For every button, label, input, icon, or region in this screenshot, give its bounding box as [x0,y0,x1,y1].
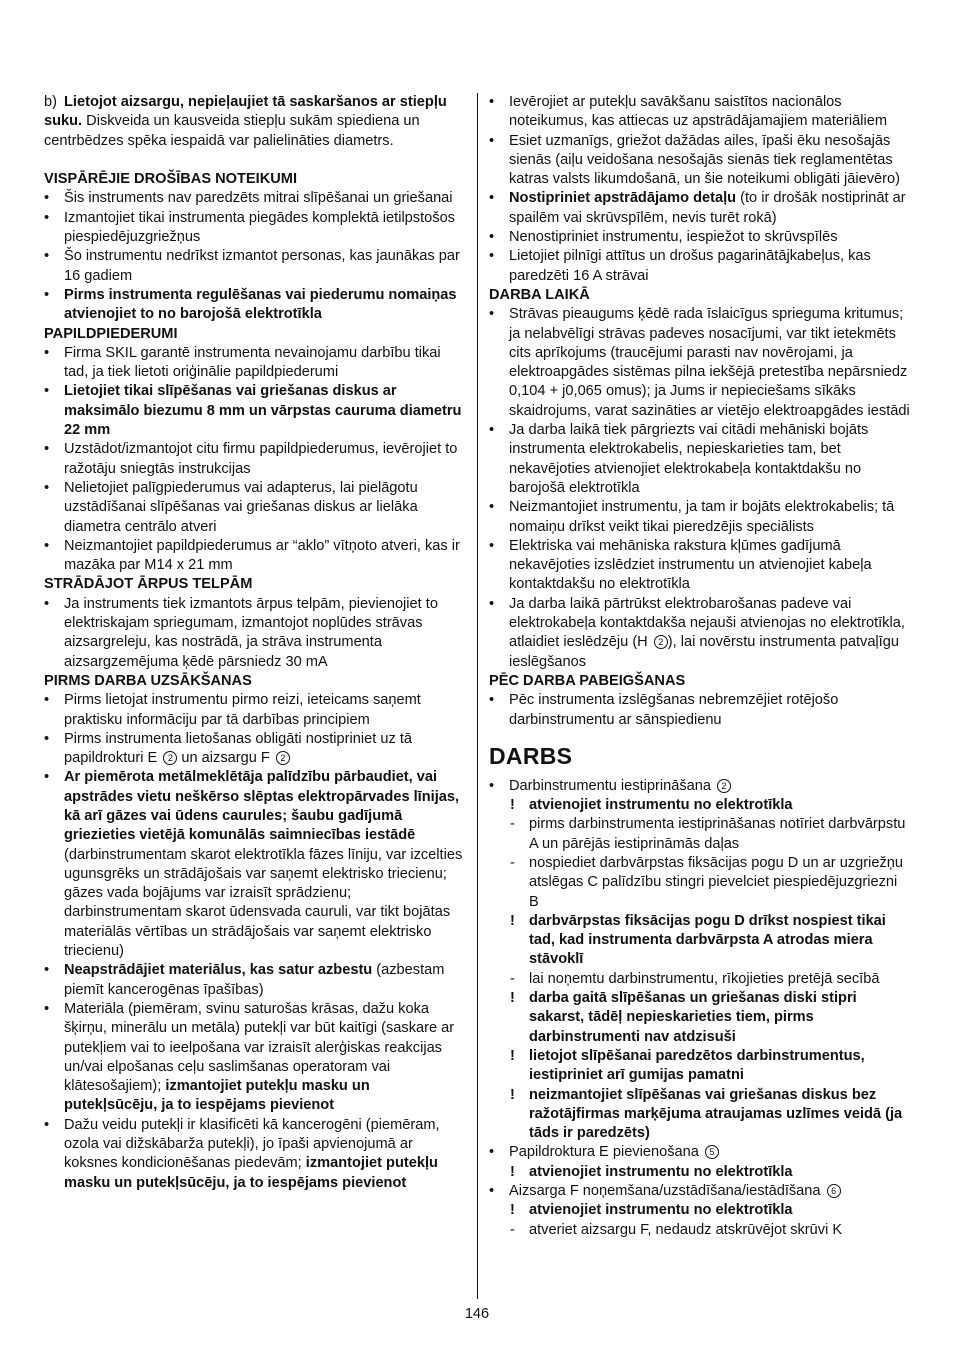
item-text: Aizsarga F noņemšana/uzstādīšana/iestādīšana [509,1183,825,1200]
item-text: (darbinstrumentam skarot elektrotīkla fāzes līniju, var izcelties ugunsgrēks un strādājošais var saņemt elektrisko triecienu; gāzes vada bojājums var izraisīt sprādzienu; darbinstrumentam skarot ūdensvada cauruli, var tikt bojātas materiālās vērtības un strādājošais var saņemt elektrisko triecienu) [64,846,463,960]
intro-text: Diskveida un kausveida stiepļu sukām spiediena un centrbēdzes spēka iespaidā var palielināties diametrs. [44,113,420,149]
bullet: • [489,94,495,110]
intro-paragraph [44,93,466,151]
intro-bold: Lietojot aizsargu, nepieļaujiet tā saskaršanos ar stiepļu suku. [44,94,447,130]
list-item [44,247,466,286]
bullet: • [44,769,50,786]
list-item [489,421,911,498]
list-item [489,1143,911,1162]
list-item [44,595,466,672]
warning-item [489,1163,911,1182]
bullet: • [489,248,495,265]
warning-text: darba gaitā slīpēšanas un griešanas diski stipri sakarst, tādēļ nepieskarieties tiem, pirms darbinstrumenti nav atdzisuši [529,990,857,1045]
list-item [489,595,911,672]
sub-step [489,854,911,912]
item-text: Šis instruments nav paredzēts mitrai slīpēšanai un griešanai [64,190,453,207]
warning-text: darbvārpstas fiksācijas pogu D drīkst nospiest tikai tad, kad instrumenta darbvārpsta A atrodas miera stāvoklī [529,912,886,968]
bullet: • [489,422,495,439]
figure-ref-badge: 5 [705,1145,719,1159]
list-item [44,537,466,576]
bullet: • [44,248,50,265]
list-item [489,1182,911,1201]
list-item [44,961,466,1000]
sub-step-text: atveriet aizsargu F, nedaudz atskrūvējot skrūvi K [529,1221,843,1238]
list-item [44,768,466,961]
warning-text: atvienojiet instrumentu no elektrotīkla [529,797,793,814]
heading-during-work: DARBA LAIKĀ [489,286,590,303]
bullet: • [489,777,495,794]
page-number: 146 [464,1306,490,1322]
warning-mark: ! [510,1086,515,1103]
list-item [489,777,911,796]
dash-mark: - [510,970,515,987]
list-item [44,344,466,383]
item-text: Izmantojiet tikai instrumenta piegādes komplektā ietilpstošos piespiedējuzgriežņus [64,209,455,246]
list-item [44,382,466,440]
list-item [44,440,466,479]
bullet: • [44,692,50,709]
warning-item [489,912,911,970]
bullet: • [44,1116,50,1133]
bullet: • [489,190,495,207]
warning-item [489,1201,911,1220]
list-item [489,132,911,190]
list-item [489,305,911,421]
warning-mark: ! [510,1163,515,1180]
right-column [489,93,911,1240]
figure-ref-badge: 6 [827,1184,841,1198]
item-text: Ja instruments tiek izmantots ārpus telpām, pievienojiet to elektriskajam spriegumam, izmantojot noplūdes strāvas aizsargreleju, kas nostrādā, ja strāva instrumenta aizsargzemējuma ķēdē pārsniedz 30 mA [64,595,438,670]
warning-text: neizmantojiet slīpēšanas vai griešanas diskus bez ražotājfirmas marķējuma atraujamas uzlīmes veidā (ja tāds ir paredzēts) [529,1086,903,1142]
list-item [44,1000,466,1116]
warning-item [489,989,911,1047]
heading-after-work: PĒC DARBA PABEIGŠANAS [489,672,686,689]
figure-ref-badge: 2 [163,751,177,765]
list-item [489,691,911,730]
list-item [489,537,911,595]
item-text: Uzstādot/izmantojot citu firmu papildpiederumus, ievērojiet to ražotāju sniegtās instrukcijas [64,441,458,477]
dash-mark: - [510,1221,515,1238]
warning-text: lietojot slīpēšanai paredzētos darbinstrumentus, iestipriniet arī gumijas pamatni [529,1047,865,1084]
figure-ref-badge: 2 [717,779,731,793]
item-bold: izmantojiet putekļu masku un putekļsūcēju, ja to iespējams pievienot [64,1155,438,1191]
item-text: Ja darba laikā pārtrūkst elektrobarošanas padeve vai elektrokabeļa kontaktdakša nejauši atvienojas no elektrotīkla, atlaidiet ieslēdzēju (H [509,595,905,651]
list-item [44,691,466,730]
item-text: Pēc instrumenta izslēgšanas nebremzējiet rotējošo darbinstrumentu ar sānspiedienu [509,692,839,728]
dash-mark: - [510,816,515,833]
item-bold: izmantojiet putekļu masku un putekļsūcēju, ja to iespējams pievienot [64,1078,370,1114]
item-text: (to ir drošāk nostiprināt ar spailēm vai skrūvspīlēm, nevis turēt rokā) [509,190,906,226]
warning-mark: ! [510,990,515,1007]
item-text: Ievērojiet ar putekļu savākšanu saistītos nacionālos noteikumus, kas attiecas uz apstrādājamajiem materiāliem [509,94,887,130]
sub-step [489,815,911,854]
section-title: DARBS [489,742,573,769]
item-text: Darbinstrumentu iestiprināšana [509,777,716,794]
item-text: Strāvas pieaugums ķēdē rada īslaicīgus sprieguma kritumus; ja nelabvēlīgi strāvas padeves nosacījumi, var tikt ietekmēts cits aprīkojums (traucējumi parasti nav novērojami, ja elektroapgādes sistēmas pilna iekšējā pretestība nepārsniedz 0,104 + j0,065 omus); ja Jums ir nepieciešams sīkāks skaidrojums, varat sazināties ar vietējo elektroapgādes iestādi [509,306,910,419]
bullet: • [489,1183,495,1200]
item-text: Ja darba laikā tiek pārgriezts vai citādi mehāniski bojāts instrumenta elektrokabelis, nepieskarieties tam, bet nekavējoties atvienojiet elektrokabeļa kontaktdakšu no barojošā elektrotīkla [509,422,869,496]
item-text: Neizmantojiet instrumentu, ja tam ir bojāts elektrokabelis; tā nomaiņu drīkst veikt tikai pieredzējis speciālists [509,499,895,535]
item-bold: Nostipriniet apstrādājamo detaļu [509,190,737,207]
item-text: Papildroktura E pievienošana [509,1144,703,1161]
bullet: • [489,537,495,554]
warning-mark: ! [510,1047,515,1064]
bullet: • [44,595,50,612]
bullet: • [489,595,495,612]
item-text: Lietojiet pilnīgi attītus un drošus pagarinātājkabeļus, kas paredzēti 16 A strāvai [509,248,871,284]
item-text: Šo instrumentu nedrīkst izmantot personas, kas jaunākas par 16 gadiem [64,248,460,284]
item-text: Nelietojiet palīgpiederumus vai adapterus, lai pielāgotu uzstādīšanai slīpēšanas vai griešanas diskus ar lielāka diametra centrālo atveri [64,479,418,535]
item-text: Materiāla (piemēram, svinu saturošas krāsas, dažu koka šķirņu, minerālu un metāla) putekļi var būt kaitīgi (saskare ar putekļiem vai to ieelpošana var izraisīt alerģiskas reakcijas un/vai elpošanas ceļu saslimšanas operatoram vai klātesošajiem); [64,1000,455,1095]
heading-outdoor: STRĀDĀJOT ĀRPUS TELPĀM [44,576,253,593]
list-item [44,286,466,325]
left-column [44,93,466,1193]
bullet: • [44,190,50,207]
bullet: • [489,1144,495,1161]
list-item [489,228,911,247]
column-divider [477,93,478,1299]
item-text: Firma SKIL garantē instrumenta nevainojamu darbību tikai tad, ja tiek lietoti oriģinālie papildpiederumi [64,344,441,381]
item-bold: Ar piemērota metālmeklētāja palīdzību pārbaudiet, vai apstrādes vietu neškērso slēptas elektropārvades līnijas, kā arī gāzes vai ūdens caurules; šaubu gadījumā griezieties vietējā komunālās saimniecības iestādē [64,769,460,844]
sub-step [489,970,911,989]
heading-accessories: PAPILDPIEDERUMI [44,325,178,342]
figure-ref-badge: 2 [654,635,668,649]
item-bold: Neapstrādājiet materiālus, kas satur azbestu [64,962,373,979]
item-text: Pirms lietojat instrumentu pirmo reizi, ieteicams saņemt praktisku informāciju par tā darbības principiem [64,692,421,728]
bullet: • [489,132,495,149]
item-text: Pirms instrumenta lietošanas obligāti nostipriniet uz tā papildrokturi E [64,730,412,767]
bullet: • [44,537,50,554]
bullet: • [44,344,50,361]
bullet: • [44,479,50,496]
heading-general-safety: VISPĀRĒJIE DROŠĪBAS NOTEIKUMI [44,171,297,188]
warning-item [489,796,911,815]
figure-ref-badge: 2 [276,751,290,765]
bullet: • [44,383,50,400]
bullet: • [44,209,50,226]
list-item [489,498,911,537]
item-text: Dažu veidu putekļi ir klasificēti kā kancerogēni (piemēram, ozola vai dižskābarža putekļi), jo īpaši apvienojumā ar koksnes kondicionēšanas piedevām; [64,1116,440,1172]
list-item [489,247,911,286]
list-item [44,209,466,248]
bullet: • [44,730,50,747]
item-text: Neizmantojiet papildpiederumus ar “aklo” vītņoto atveri, kas ir mazāka par M14 x 21 mm [64,537,460,574]
warning-item [489,1086,911,1144]
bullet: • [489,229,495,246]
warning-mark: ! [510,797,515,814]
list-item [44,730,466,769]
list-item [44,189,466,208]
sub-step-text: nospiediet darbvārpstas fiksācijas pogu D un ar uzgriežņu atslēgas C palīdzību stingri pievelciet piespiedējuzgriezni B [529,854,903,910]
bullet: • [44,1000,50,1017]
warning-text: atvienojiet instrumentu no elektrotīkla [529,1202,793,1219]
item-text-mid: un aizsargu F [177,750,274,767]
list-item [489,189,911,228]
list-item [44,1116,466,1193]
item-text: Lietojiet tikai slīpēšanas vai griešanas diskus ar maksimālo biezumu 8 mm un vārpstas cauruma diametru 22 mm [64,383,462,439]
list-item [489,93,911,132]
item-text-end: ), lai novērstu instrumenta patvaļīgu ieslēgšanos [509,634,899,670]
item-text: Nenostipriniet instrumentu, iespiežot to skrūvspīlēs [509,229,838,246]
warning-text: atvienojiet instrumentu no elektrotīkla [529,1163,793,1180]
warning-mark: ! [510,912,515,929]
bullet: • [44,962,50,979]
intro-label: b) [44,94,57,110]
bullet: • [44,286,50,303]
list-item [44,479,466,537]
bullet: • [489,499,495,516]
sub-step [489,1221,911,1240]
item-text: Esiet uzmanīgs, griežot dažādas ailes, īpaši ēku nesošajās sienās (aiļu veidošana nesošajās sienās tiek reglamentētas katras valsts likumdošanā, un šie noteikumi obligāti jāievēro) [509,132,900,188]
warning-item [489,1047,911,1086]
item-text: Elektriska vai mehāniska rakstura kļūmes gadījumā nekavējoties izslēdziet instrumentu un atvienojiet kabeļa kontaktdakšu no elektrotīkla [509,537,872,593]
sub-step-text: pirms darbinstrumenta iestiprināšanas notīriet darbvārpstu A un pārējās iestiprināmās daļas [529,816,906,852]
bullet: • [489,306,495,323]
item-text: Pirms instrumenta regulēšanas vai piederumu nomaiņas atvienojiet to no barojošā elektrotīkla [64,286,457,323]
bullet: • [44,441,50,458]
sub-step-text: lai noņemtu darbinstrumentu, rīkojieties pretējā secībā [529,970,880,987]
item-text: (azbestam piemīt kancerogēnas īpašības) [64,962,445,998]
warning-mark: ! [510,1202,515,1219]
heading-before-work: PIRMS DARBA UZSĀKŠANAS [44,672,252,689]
bullet: • [489,692,495,709]
dash-mark: - [510,854,515,871]
